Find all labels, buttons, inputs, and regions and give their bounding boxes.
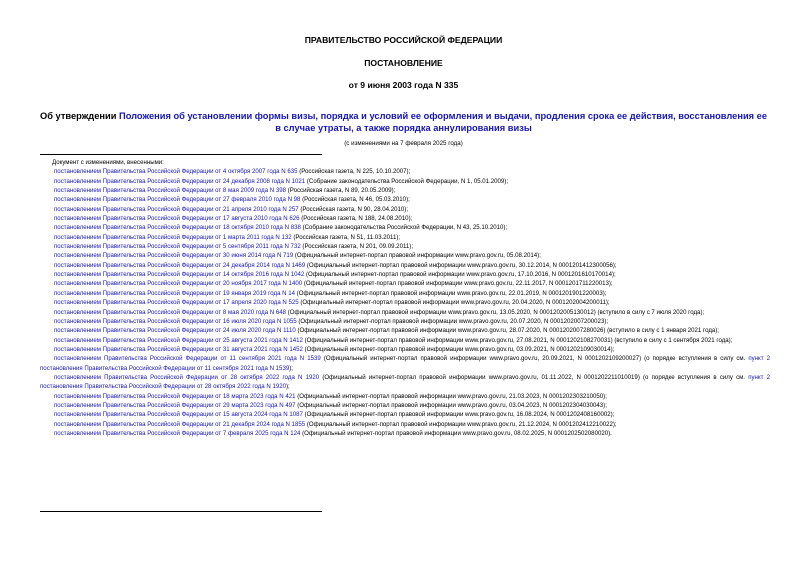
amendment-link[interactable]: постановлением Правительства Российской Федерации от 11 сентября 2021 года N 1539 — [54, 355, 321, 363]
amendment-item — [40, 289, 770, 298]
amendment-publication: (Официальный интернет-портал правовой информации www.pravo.gov.ru, 01.11.2022, N 0001202211010019) (о порядке вступления в силу см. — [319, 373, 749, 381]
amendment-item — [40, 186, 770, 195]
amendment-publication: (Официальный интернет-портал правовой информации www.pravo.gov.ru, 20.07.2020, N 0001202007200023); — [296, 317, 609, 325]
amendment-item — [40, 401, 770, 410]
amendment-link[interactable]: постановлением Правительства Российской Федерации от 20 ноября 2017 года N 1400 — [54, 280, 303, 288]
amendment-item — [40, 214, 770, 223]
entry-into-force-link[interactable]: пункт 2 постановления Правительства Российской Федерации от 28 октября 2022 года N 1920 — [40, 373, 770, 391]
amendment-item — [40, 261, 770, 270]
amendment-link[interactable]: постановлением Правительства Российской Федерации от 17 августа 2010 года N 626 — [54, 215, 300, 223]
document-date-number: от 9 июня 2003 года N 335 — [348, 80, 459, 90]
amendment-link[interactable]: постановлением Правительства Российской Федерации от 7 февраля 2025 года N 124 — [54, 429, 301, 437]
amendments-intro: Документ с изменениями, внесенными: — [52, 159, 164, 166]
amendment-publication: (Официальный интернет-портал правовой информации www.pravo.gov.ru, 27.08.2021, N 0001202108270031) (вступило в силу с 1 сентября 2021 года); — [302, 336, 733, 344]
amendment-link[interactable]: постановлением Правительства Российской Федерации от 17 апреля 2020 года N 525 — [54, 299, 299, 307]
amendment-link[interactable]: постановлением Правительства Российской Федерации от 21 декабря 2024 года N 1855 — [54, 420, 306, 428]
amendment-link[interactable]: постановлением Правительства Российской Федерации от 27 февраля 2010 года N 98 — [54, 196, 301, 204]
amendment-publication: (Официальный интернет-портал правовой информации www.pravo.gov.ru, 16.08.2024, N 0001202408160002); — [302, 411, 615, 419]
amendment-publication: (Российская газета, N 225, 10.10.2007); — [297, 168, 411, 176]
government-heading: ПРАВИТЕЛЬСТВО РОССИЙСКОЙ ФЕДЕРАЦИИ — [304, 35, 503, 45]
amendment-publication: (Собрание законодательства Российской Федерации, N 1, 05.01.2009); — [305, 177, 509, 185]
amendment-link[interactable]: постановлением Правительства Российской Федерации от 15 августа 2024 года N 1087 — [54, 411, 303, 419]
amendment-item — [40, 177, 770, 186]
document-title — [40, 110, 767, 134]
amendment-item — [40, 354, 770, 373]
amendment-item — [40, 345, 770, 354]
amendment-publication: (Официальный интернет-портал правовой информации www.pravo.gov.ru, 20.09.2021, N 0001202109200027) (о порядке вступления в силу см. — [320, 355, 749, 363]
amendment-item — [40, 223, 770, 232]
amendment-publication: (Официальный интернет-портал правовой информации www.pravo.gov.ru, 17.10.2016, N 0001201610170014); — [304, 271, 616, 279]
amendment-tail: ); — [289, 364, 293, 372]
amendment-item — [40, 298, 770, 307]
amendment-item — [40, 233, 770, 242]
amendment-link[interactable]: постановлением Правительства Российской Федерации от 8 мая 2009 года N 398 — [54, 187, 287, 195]
amendment-publication: (Официальный интернет-портал правовой информации www.pravo.gov.ru, 20.04.2020, N 0001202004200011); — [298, 299, 610, 307]
amendment-publication: (Российская газета, N 90, 28.04.2010); — [298, 205, 409, 213]
amendment-publication: (Официальный интернет-портал правовой информации www.pravo.gov.ru, 05.08.2014); — [293, 252, 541, 260]
amendment-publication: (Российская газета, N 201, 09.09.2011); — [300, 243, 414, 251]
amendment-link[interactable]: постановлением Правительства Российской Федерации от 8 мая 2020 года N 648 — [54, 308, 287, 316]
amendment-item — [40, 326, 770, 335]
amendment-link[interactable]: постановлением Правительства Российской Федерации от 18 марта 2023 года N 421 — [54, 392, 296, 400]
amendment-publication: (Официальный интернет-портал правовой информации www.pravo.gov.ru, 30.12.2014, N 0001201412300056); — [305, 261, 617, 269]
amendment-link[interactable]: постановлением Правительства Российской Федерации от 25 августа 2021 года N 1412 — [54, 336, 303, 344]
amendment-publication: (Собрание законодательства Российской Федерации, N 43, 25.10.2010); — [300, 224, 508, 232]
amendment-item — [40, 373, 770, 392]
amendment-link[interactable]: постановлением Правительства Российской Федерации от 31 августа 2021 года N 1452 — [54, 345, 303, 353]
amendment-item — [40, 279, 770, 288]
amendment-link[interactable]: постановлением Правительства Российской Федерации от 29 марта 2023 года N 497 — [54, 401, 296, 409]
amendment-item — [40, 308, 770, 317]
amendment-item — [40, 167, 770, 176]
amendment-link[interactable]: постановлением Правительства Российской Федерации от 16 июля 2020 года N 1055 — [54, 317, 297, 325]
amendment-item — [40, 336, 770, 345]
amendment-item — [40, 429, 770, 438]
amendment-link[interactable]: постановлением Правительства Российской Федерации от 1 марта 2011 года N 132 — [54, 233, 292, 241]
document-type-heading: ПОСТАНОВЛЕНИЕ — [364, 58, 443, 68]
amendment-publication: (Официальный интернет-портал правовой информации www.pravo.gov.ru, 08.02.2025, N 0001202502080020). — [300, 429, 612, 437]
title-prefix: Об утверждении — [40, 111, 120, 121]
amendment-publication: (Официальный интернет-портал правовой информации www.pravo.gov.ru, 13.05.2020, N 0001202005130012) (вступило в силу с 7 июля 2020 года); — [286, 308, 705, 316]
bottom-divider — [40, 511, 322, 512]
amendment-item — [40, 317, 770, 326]
amendment-publication: (Официальный интернет-портал правовой информации www.pravo.gov.ru, 03.04.2023, N 0001202304030043); — [295, 401, 607, 409]
amendment-link[interactable]: постановлением Правительства Российской Федерации от 19 января 2019 года N 14 — [54, 289, 296, 297]
amendment-link[interactable]: постановлением Правительства Российской Федерации от 28 октября 2022 года N 1920 — [54, 373, 320, 381]
amendment-link[interactable]: постановлением Правительства Российской Федерации от 5 сентября 2011 года N 732 — [54, 243, 301, 251]
amendment-link[interactable]: постановлением Правительства Российской Федерации от 4 октября 2007 года N 635 — [54, 168, 298, 176]
amendment-link[interactable]: постановлением Правительства Российской Федерации от 24 декабря 2014 года N 1469 — [54, 261, 306, 269]
amendment-link[interactable]: постановлением Правительства Российской Федерации от 24 декабря 2008 года N 1021 — [54, 177, 306, 185]
amendment-item — [40, 242, 770, 251]
amendment-publication: (Официальный интернет-портал правовой информации www.pravo.gov.ru, 03.09.2021, N 0001202109030014); — [302, 345, 615, 353]
amendment-item — [40, 270, 770, 279]
amendment-date-note: (с изменениями на 7 февраля 2025 года) — [344, 140, 463, 147]
top-divider — [40, 154, 322, 155]
amendment-publication: (Официальный интернет-портал правовой информации www.pravo.gov.ru, 22.11.2017, N 0001201711220013); — [302, 280, 613, 288]
amendment-item — [40, 420, 770, 429]
amendment-link[interactable]: постановлением Правительства Российской Федерации от 14 октября 2016 года N 1042 — [54, 271, 305, 279]
amendment-item — [40, 410, 770, 419]
amendment-publication: (Официальный интернет-портал правовой информации www.pravo.gov.ru, 22.01.2019, N 0001201901220003); — [295, 289, 607, 297]
amendment-publication: (Российская газета, N 188, 24.08.2010); — [299, 215, 413, 223]
amendments-list — [40, 158, 770, 438]
title-regulation-link[interactable]: Положения об установлении формы визы, порядка и условий ее оформления и выдачи, продления срока ее действия, восстановления ее в случае утраты, а также порядка аннулирования визы — [119, 111, 768, 133]
amendment-link[interactable]: постановлением Правительства Российской Федерации от 24 июля 2020 года N 1110 — [54, 327, 296, 335]
amendment-publication: (Российская газета, N 46, 05.03.2010); — [300, 196, 410, 204]
amendment-publication: (Официальный интернет-портал правовой информации www.pravo.gov.ru, 28.07.2020, N 0001202007280026) (вступило в силу с 1 января 2021 года); — [295, 327, 719, 335]
amendment-publication: (Российская газета, N 51, 11.03.2011); — [291, 233, 401, 241]
amendment-publication: (Российская газета, N 89, 20.05.2009); — [286, 187, 396, 195]
amendment-item — [40, 392, 770, 401]
amendment-publication: (Официальный интернет-портал правовой информации www.pravo.gov.ru, 21.03.2023, N 0001202303210050); — [295, 392, 607, 400]
entry-into-force-link[interactable]: пункт 2 постановления Правительства Российской Федерации от 11 сентября 2021 года N 1539 — [40, 355, 770, 372]
amendment-publication: (Официальный интернет-портал правовой информации www.pravo.gov.ru, 21.12.2024, N 0001202412210022); — [305, 420, 617, 428]
amendment-item — [40, 251, 770, 260]
amendment-tail: ); — [286, 383, 290, 391]
amendment-item — [40, 205, 770, 214]
amendment-link[interactable]: постановлением Правительства Российской Федерации от 21 апреля 2010 года N 257 — [54, 205, 299, 213]
amendment-link[interactable]: постановлением Правительства Российской Федерации от 30 июня 2014 года N 719 — [54, 252, 294, 260]
amendment-item — [40, 195, 770, 204]
amendment-link[interactable]: постановлением Правительства Российской Федерации от 18 октября 2010 года N 838 — [54, 224, 301, 232]
